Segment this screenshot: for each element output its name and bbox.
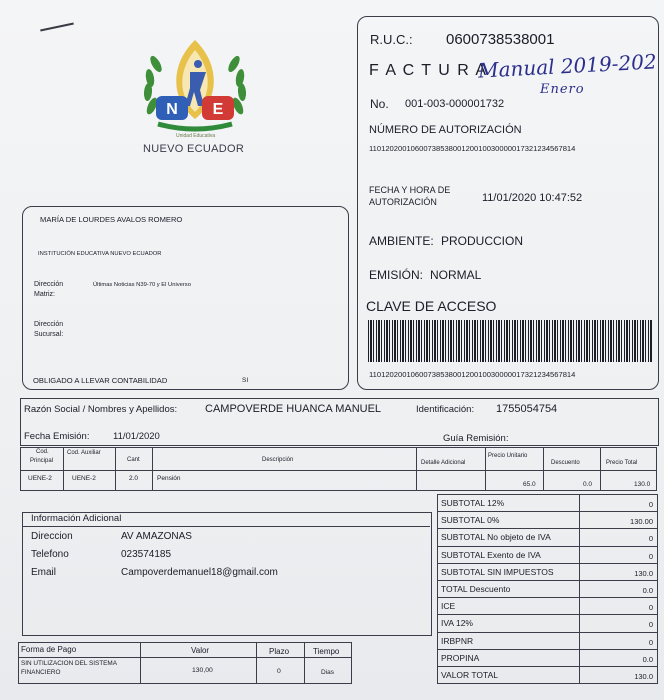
logo-name: NUEVO ECUADOR bbox=[143, 143, 245, 155]
svg-text:E: E bbox=[212, 101, 224, 118]
factura-label: F A C T U R A bbox=[369, 62, 488, 79]
info-email-value: Campoverdemanuel18@gmail.com bbox=[121, 567, 278, 578]
fecha-auth-label-2: AUTORIZACIÓN bbox=[369, 197, 437, 207]
clave-label: CLAVE DE ACCESO bbox=[366, 298, 497, 314]
td-cod-aux: UENE-2 bbox=[72, 475, 96, 482]
invoice-number: 001-003-000001732 bbox=[405, 98, 505, 110]
total-label: SUBTOTAL 12% bbox=[437, 494, 580, 512]
id-label: Identificación: bbox=[416, 404, 475, 415]
total-label: PROPINA bbox=[437, 649, 580, 667]
clave-number: 1101202001060073853800120010030000017321234567814 bbox=[369, 370, 576, 379]
total-value: 0.0 bbox=[579, 580, 658, 598]
total-value: 0 bbox=[579, 528, 658, 546]
fecha-auth-label-1: FECHA Y HORA DE bbox=[369, 185, 451, 195]
no-label: No. bbox=[370, 97, 389, 111]
td-cod-principal: UENE-2 bbox=[28, 475, 52, 482]
total-value: 130.0 bbox=[579, 666, 658, 684]
th-cod-principal-1: Cod. bbox=[36, 449, 49, 455]
total-value: 0 bbox=[579, 494, 658, 512]
info-tel-value: 023574185 bbox=[121, 549, 172, 560]
info-adicional-title: Información Adicional bbox=[31, 513, 122, 524]
svg-text:N: N bbox=[166, 101, 178, 118]
total-label: ICE bbox=[437, 597, 580, 615]
emision-label: EMISIÓN: bbox=[369, 268, 424, 282]
totals-table bbox=[437, 494, 659, 686]
pago-th-plazo: Plazo bbox=[269, 647, 290, 656]
td-precio-total: 130.0 bbox=[634, 481, 651, 488]
dir-matriz-value: Últimas Noticias N39-70 y El Universo bbox=[93, 282, 191, 288]
pago-forma-2: FINANCIERO bbox=[21, 669, 61, 676]
td-cant: 2.0 bbox=[129, 475, 139, 482]
dir-matriz-label-1: Dirección bbox=[34, 281, 64, 288]
total-value: 130.0 bbox=[579, 563, 658, 581]
th-detalle: Detalle Adicional bbox=[421, 460, 466, 466]
td-descripcion: Pensión bbox=[157, 475, 181, 482]
total-value: 0 bbox=[579, 597, 658, 615]
logo-subtitle: Unidad Educativa bbox=[176, 133, 216, 139]
fecha-emision-label: Fecha Emisión: bbox=[24, 431, 90, 442]
th-cod-auxiliar: Cod. Auxiliar bbox=[67, 450, 101, 456]
ruc-value: 0600738538001 bbox=[446, 31, 555, 48]
auth-label: NÚMERO DE AUTORIZACIÓN bbox=[369, 124, 522, 136]
total-value: 0 bbox=[579, 546, 658, 564]
total-label: IRBPNR bbox=[437, 632, 580, 650]
total-label: TOTAL Descuento bbox=[437, 580, 580, 598]
dir-matriz-label-2: Matriz: bbox=[34, 291, 55, 298]
pago-th-tiempo: Tiempo bbox=[313, 647, 340, 656]
month-handwritten: Enero bbox=[540, 82, 585, 97]
info-email-label: Email bbox=[31, 567, 57, 578]
total-value: 0.0 bbox=[579, 649, 658, 667]
total-value: 0 bbox=[579, 632, 658, 650]
fecha-emision-value: 11/01/2020 bbox=[113, 431, 160, 442]
td-descuento: 0.0 bbox=[583, 481, 593, 488]
ambiente-value: PRODUCCION bbox=[441, 234, 524, 248]
total-label: VALOR TOTAL bbox=[437, 666, 580, 684]
dir-sucursal-label-1: Dirección bbox=[34, 321, 64, 328]
barcode bbox=[368, 320, 652, 362]
info-dir-label: Direccion bbox=[31, 531, 73, 542]
info-dir-value: AV AMAZONAS bbox=[121, 531, 192, 542]
dir-sucursal-label-2: Sucursal: bbox=[34, 331, 64, 338]
fecha-auth-value: 11/01/2020 10:47:52 bbox=[482, 192, 583, 204]
obligado-label: OBLIGADO A LLEVAR CONTABILIDAD bbox=[33, 376, 168, 385]
pago-tiempo: Dias bbox=[321, 669, 335, 676]
th-precio-total: Precio Total bbox=[606, 460, 638, 466]
pago-valor: 130,00 bbox=[192, 667, 213, 674]
guia-label: Guía Remisión: bbox=[443, 433, 509, 444]
ambiente-label: AMBIENTE: bbox=[369, 234, 434, 248]
info-tel-label: Telefono bbox=[31, 549, 69, 560]
total-label: IVA 12% bbox=[437, 614, 580, 632]
total-value: 0 bbox=[579, 614, 658, 632]
school-logo bbox=[130, 34, 260, 149]
pago-forma-1: SIN UTILIZACION DEL SISTEMA bbox=[21, 660, 117, 667]
th-precio-unitario: Precio Unitario bbox=[488, 453, 528, 459]
pago-th-forma: Forma de Pago bbox=[21, 645, 77, 654]
issuer-owner: MARÍA DE LOURDES AVALOS ROMERO bbox=[40, 215, 183, 224]
pago-th-valor: Valor bbox=[191, 646, 210, 655]
ruc-label: R.U.C.: bbox=[370, 32, 413, 47]
razon-label: Razón Social / Nombres y Apellidos: bbox=[24, 404, 178, 415]
pago-plazo: 0 bbox=[277, 668, 281, 675]
total-label: SUBTOTAL No objeto de IVA bbox=[437, 528, 580, 546]
total-label: SUBTOTAL Exento de IVA bbox=[437, 546, 580, 564]
total-label: SUBTOTAL 0% bbox=[437, 511, 580, 529]
th-descuento: Descuento bbox=[551, 460, 580, 466]
th-cant: Cant bbox=[127, 457, 140, 463]
pen-mark bbox=[40, 22, 74, 31]
total-value: 130.00 bbox=[579, 511, 658, 529]
issuer-institution: INSTITUCIÓN EDUCATIVA NUEVO ECUADOR bbox=[38, 251, 162, 257]
id-value: 1755054754 bbox=[496, 403, 558, 415]
td-precio-unit: 65.0 bbox=[523, 481, 536, 488]
factura-handwritten: Manual 2019-202 bbox=[477, 49, 658, 83]
razon-value: CAMPOVERDE HUANCA MANUEL bbox=[205, 403, 382, 415]
th-cod-principal-2: Principal bbox=[30, 458, 54, 464]
issuer-box bbox=[22, 206, 349, 390]
total-label: SUBTOTAL SIN IMPUESTOS bbox=[437, 563, 580, 581]
th-descripcion: Descripción bbox=[262, 457, 294, 463]
auth-number: 1101202001060073853800120010030000017321234567814 bbox=[369, 144, 576, 153]
emision-value: NORMAL bbox=[430, 268, 482, 282]
obligado-value: SI bbox=[242, 377, 249, 384]
